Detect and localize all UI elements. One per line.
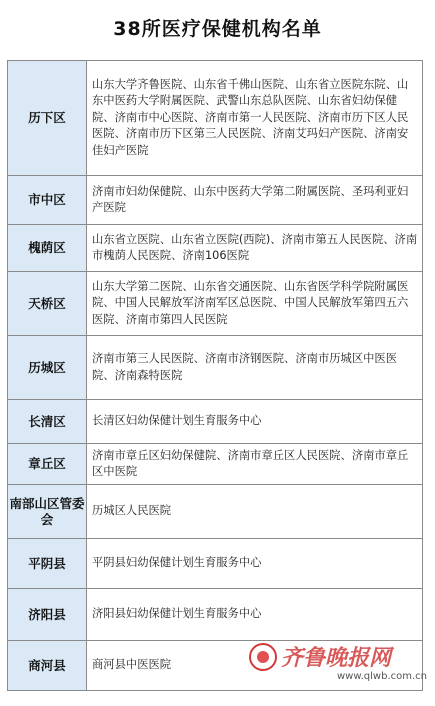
hospitals-cell: 山东大学齐鲁医院、山东省千佛山医院、山东省立医院东院、山东中医药大学附属医院、武警山东总队医院、山东省妇幼保健院、济南市中心医院、济南市第一人民医院、济南市历下区人民医院、济南市历下区第三人民医院、济南艾玛妇产医院、济南安佳妇产医院 — [87, 61, 423, 176]
hospitals-cell: 济南市第三人民医院、济南市济钢医院、济南市历城区中医医院、济南森特医院 — [87, 336, 423, 400]
table-row — [8, 485, 423, 539]
table-row — [8, 61, 423, 176]
table-row — [8, 225, 423, 272]
table-row — [8, 539, 423, 589]
district-cell: 平阴县 — [8, 539, 87, 589]
table-row — [8, 400, 423, 444]
page-title: 38所医疗保健机构名单 — [113, 18, 322, 40]
watermark — [249, 641, 427, 681]
district-cell: 历城区 — [8, 336, 87, 400]
hospitals-cell: 山东大学第二医院、山东省交通医院、山东省医学科学院附属医院、中国人民解放军济南军区总医院、中国人民解放军第四五六医院、济南市第四人民医院 — [87, 272, 423, 336]
table-row — [8, 272, 423, 336]
district-cell: 章丘区 — [8, 444, 87, 485]
table-row — [8, 589, 423, 641]
district-cell: 市中区 — [8, 176, 87, 225]
hospitals-cell: 山东省立医院、山东省立医院(西院)、济南市第五人民医院、济南市槐荫人民医院、济南106医院 — [87, 225, 423, 272]
hospitals-cell: 长清区妇幼保健计划生育服务中心 — [87, 400, 423, 444]
hospital-table — [7, 60, 423, 691]
hospitals-cell: 济南市妇幼保健院、山东中医药大学第二附属医院、圣玛利亚妇产医院 — [87, 176, 423, 225]
table-row — [8, 336, 423, 400]
district-cell: 长清区 — [8, 400, 87, 444]
district-cell: 商河县 — [8, 641, 87, 691]
hospitals-cell: 济南市章丘区妇幼保健院、济南市章丘区人民医院、济南市章丘区中医院 — [87, 444, 423, 485]
hospitals-cell: 历城区人民医院 — [87, 485, 423, 539]
newspaper-logo-icon — [249, 643, 277, 671]
table-row — [8, 176, 423, 225]
district-cell: 济阳县 — [8, 589, 87, 641]
district-cell: 槐荫区 — [8, 225, 87, 272]
watermark-url: www.qlwb.com.cn — [337, 671, 427, 682]
hospitals-cell: 商河县中医医院 — [87, 641, 423, 691]
table-row — [8, 444, 423, 485]
district-cell: 历下区 — [8, 61, 87, 176]
district-cell: 天桥区 — [8, 272, 87, 336]
hospitals-cell: 平阴县妇幼保健计划生育服务中心 — [87, 539, 423, 589]
hospitals-cell: 济阳县妇幼保健计划生育服务中心 — [87, 589, 423, 641]
district-cell: 南部山区管委会 — [8, 485, 87, 539]
watermark-name: 齐鲁晚报网 — [281, 645, 392, 671]
